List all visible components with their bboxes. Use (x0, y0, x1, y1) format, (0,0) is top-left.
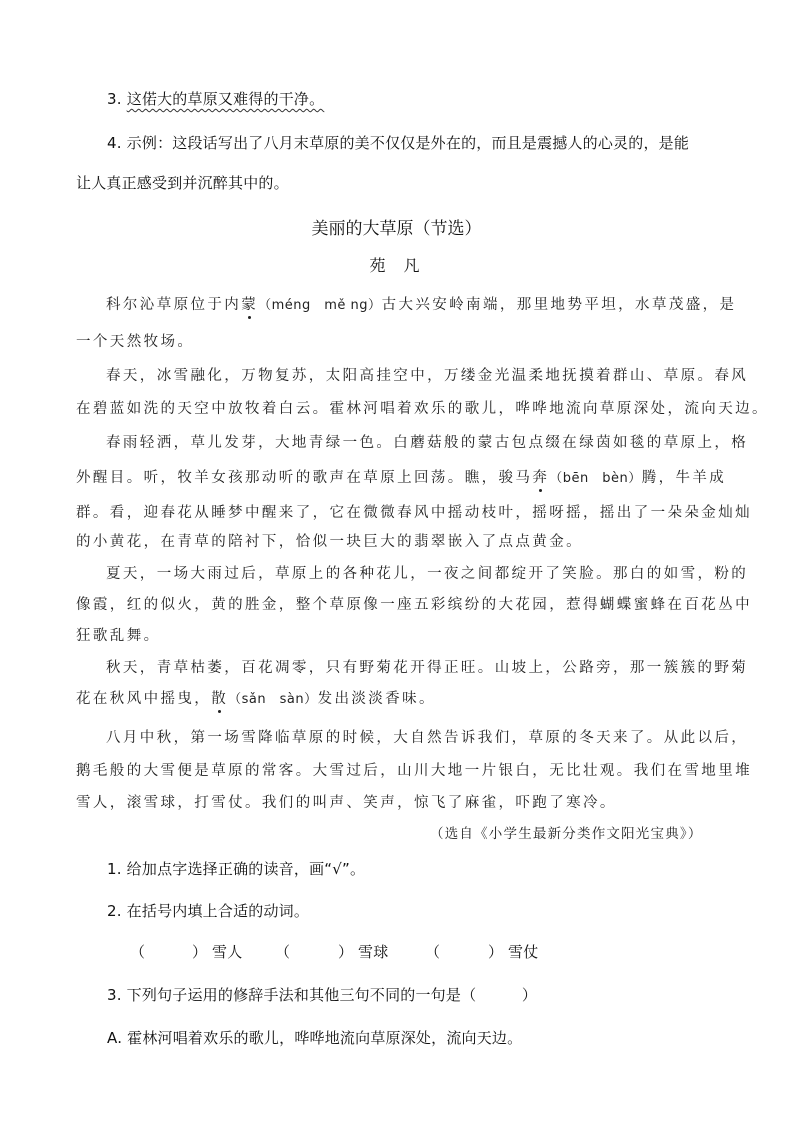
blank-open-paren: （ (130, 943, 146, 961)
paragraph-2-line-1: 春天，冰雪融化，万物复苏，太阳高挂空中，万缕金光温柔地抚摸着群山、草原。春风 (106, 368, 749, 384)
paragraph-3-line-2 (76, 466, 726, 487)
question-1: 1. 给加点字选择正确的读音，画“√”。 (107, 860, 366, 878)
answer-item-3-text: 这偌大的草原又难得的干净。 (126, 90, 325, 108)
paragraph-6-line-3: 雪人，滚雪球，打雪仗。我们的叫声、笑声，惊飞了麻雀，吓跑了寒冷。 (76, 795, 617, 811)
pinyin-options: （sǎn sàn） (228, 692, 318, 707)
paragraph-4-line-1: 夏天，一场大雨过后，草原上的各种花儿，一夜之间都绽开了笑脸。那白的如雪，粉的 (106, 566, 749, 582)
blank-input-3[interactable] (450, 939, 486, 959)
paragraph-6-line-2: 鹅毛般的大雪便是草原的常客。大雪过后，山川大地一片银白，无比壮观。我们在雪地里堆 (76, 763, 752, 779)
question-2: 2. 在括号内填上合适的动词。 (107, 902, 310, 920)
pinyin-options: （bēn bèn） (549, 471, 642, 486)
text-span: 花在秋风中摇曳， (76, 691, 212, 707)
article-source: （选自《小学生最新分类作文阳光宝典》） (430, 826, 703, 842)
answer-item-4-line-2: 让人真正感受到并沉醉其中的。 (76, 174, 289, 192)
answer-item-3 (107, 88, 324, 109)
blank-open-paren: （ (275, 943, 291, 961)
paragraph-3-line-4: 的小黄花，在青草的陪衬下，恰似一块巨大的翡翠嵌入了点点黄金。 (76, 534, 583, 550)
blank-word: 雪人 (212, 943, 243, 961)
dotted-char: 散 (211, 687, 228, 708)
text-span: 发出淡淡香味。 (317, 691, 436, 707)
paragraph-4-line-2: 像霞，红的似火，黄的胜金，整个草原像一座五彩缤纷的大花园，惹得蝴蝶蜜蜂在百花丛中 (76, 597, 752, 613)
paragraph-2-line-2: 在碧蓝如洗的天空中放牧着白云。霍林河唱着欢乐的歌儿，哗哗地流向草原深处，流向天边。 (76, 401, 769, 417)
blank-word: 雪球 (358, 943, 389, 961)
blank-input-2[interactable] (300, 939, 336, 959)
paragraph-5-line-1: 秋天，青草枯萎，百花凋零，只有野菊花开得正旺。山坡上，公路旁，那一簇簇的野菊 (106, 660, 749, 676)
answer-item-4-line-1: 4. 示例：这段话写出了八月末草原的美不仅仅是外在的，而且是震撼人的心灵的，是能 (107, 134, 690, 152)
pinyin-options: （méng mě ng） (258, 298, 382, 313)
text-span: 科尔沁草原位于内 (106, 297, 242, 313)
blank-close-paren: ） (488, 943, 504, 961)
blank-word: 雪仗 (508, 943, 539, 961)
blank-close-paren: ） (192, 943, 208, 961)
article-title: 美丽的大草原（节选） (311, 219, 482, 239)
blank-open-paren: （ (425, 943, 441, 961)
paragraph-4-line-3: 狂歌乱舞。 (76, 628, 161, 644)
article-author: 苑凡 (369, 256, 438, 275)
text-span: 腾，牛羊成 (641, 470, 727, 486)
paragraph-1-line-1 (106, 293, 736, 314)
paragraph-3-line-3: 群。看，迎春花从睡梦中醒来了，它在微微春风中摇动枝叶，摇呀摇，摇出了一朵朵金灿灿 (76, 505, 752, 521)
text-span: 古大兴安岭南端，那里地势平坦，水草茂盛，是 (381, 297, 737, 313)
question-3-option-a: A. 霍林河唱着欢乐的歌儿，哗哗地流向草原深处，流向天边。 (107, 1029, 523, 1047)
paragraph-1-line-2: 一个天然牧场。 (76, 334, 195, 350)
text-span: 外醒目。听，牧羊女孩那动听的歌声在草原上回荡。瞧，骏马 (76, 470, 533, 486)
answer-item-3-number: 3. (107, 90, 122, 108)
dotted-char: 奔 (532, 466, 549, 487)
paragraph-5-line-2 (76, 687, 436, 708)
paragraph-6-line-1: 八月中秋，第一场雪降临草原的时候，大自然告诉我们，草原的冬天来了。从此以后， (106, 730, 749, 746)
dotted-char: 蒙 (241, 293, 258, 314)
paragraph-3-line-1: 春雨轻洒，草儿发芽，大地青绿一色。白蘑菇般的蒙古包点缀在绿茵如毯的草原上，格 (106, 435, 749, 451)
question-3: 3. 下列句子运用的修辞手法和其他三句不同的一句是（ ） (107, 986, 538, 1004)
blank-close-paren: ） (338, 943, 354, 961)
blank-input-1[interactable] (160, 939, 192, 959)
